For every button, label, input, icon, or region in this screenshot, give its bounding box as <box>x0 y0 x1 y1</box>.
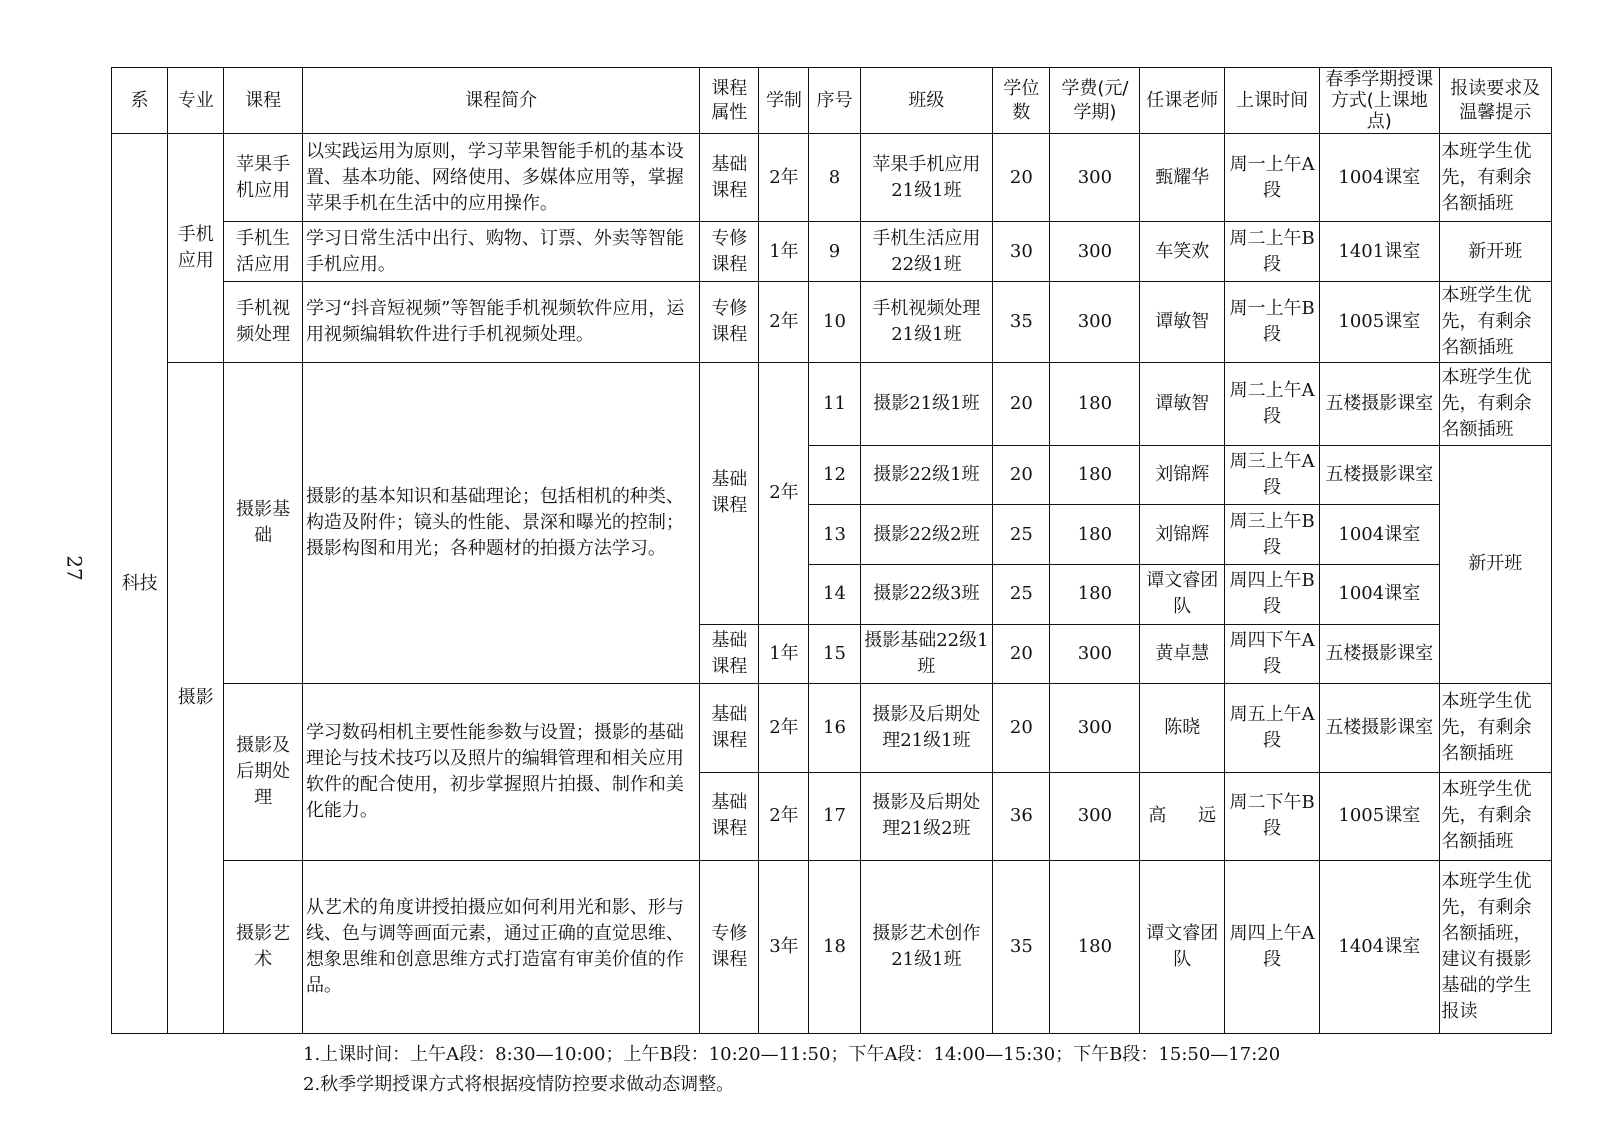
duration-cell: 2年 <box>759 684 809 772</box>
teacher-cell: 高 远 <box>1140 772 1225 860</box>
teacher-cell: 陈晓 <box>1140 684 1225 772</box>
teacher-cell: 黄卓慧 <box>1140 624 1225 684</box>
header-time: 上课时间 <box>1225 68 1320 134</box>
time-cell: 周五上午A段 <box>1225 684 1320 772</box>
attr-cell: 基础课程 <box>700 772 759 860</box>
fee-cell: 300 <box>1050 624 1140 684</box>
seats-cell: 20 <box>993 363 1050 445</box>
duration-cell: 2年 <box>759 134 809 222</box>
seats-cell: 25 <box>993 505 1050 565</box>
class-cell: 苹果手机应用21级1班 <box>860 134 993 222</box>
seats-cell: 25 <box>993 564 1050 624</box>
header-dept: 系 <box>112 68 168 134</box>
duration-cell: 2年 <box>759 282 809 363</box>
no-cell: 13 <box>809 505 860 565</box>
seats-cell: 20 <box>993 684 1050 772</box>
mode-cell: 1401课室 <box>1320 222 1439 282</box>
course-table <box>111 67 1552 1034</box>
fee-cell: 300 <box>1050 772 1140 860</box>
time-cell: 周四下午A段 <box>1225 624 1320 684</box>
no-cell: 16 <box>809 684 860 772</box>
duration-cell: 1年 <box>759 624 809 684</box>
major-cell: 手机应用 <box>168 134 224 363</box>
header-major: 专业 <box>168 68 224 134</box>
header-fee: 学费(元/学期) <box>1050 68 1140 134</box>
no-cell: 17 <box>809 772 860 860</box>
intro-cell: 从艺术的角度讲授拍摄应如何利用光和影、形与线、色与调等画面元素，通过正确的直觉思维、想象思维和创意思维方式打造富有审美价值的作品。 <box>302 861 699 1034</box>
teacher-cell: 谭敏智 <box>1140 363 1225 445</box>
table-row <box>112 861 1552 1034</box>
no-cell: 14 <box>809 564 860 624</box>
time-cell: 周四上午A段 <box>1225 861 1320 1034</box>
time-cell: 周二上午B段 <box>1225 222 1320 282</box>
header-class: 班级 <box>860 68 993 134</box>
duration-cell: 3年 <box>759 861 809 1034</box>
seats-cell: 30 <box>993 222 1050 282</box>
teacher-cell: 谭敏智 <box>1140 282 1225 363</box>
course-cell: 苹果手机应用 <box>224 134 303 222</box>
attr-cell: 专修课程 <box>700 222 759 282</box>
fee-cell: 180 <box>1050 505 1140 565</box>
duration-cell: 2年 <box>759 363 809 624</box>
attr-cell: 基础课程 <box>700 624 759 684</box>
attr-cell: 基础课程 <box>700 363 759 624</box>
course-cell: 摄影及后期处理 <box>224 684 303 861</box>
notes-cell: 新开班 <box>1439 222 1551 282</box>
class-cell: 手机生活应用22级1班 <box>860 222 993 282</box>
course-cell: 手机生活应用 <box>224 222 303 282</box>
fee-cell: 180 <box>1050 445 1140 505</box>
no-cell: 8 <box>809 134 860 222</box>
mode-cell: 五楼摄影课室 <box>1320 684 1439 772</box>
attr-cell: 专修课程 <box>700 861 759 1034</box>
fee-cell: 300 <box>1050 222 1140 282</box>
intro-cell: 以实践运用为原则，学习苹果智能手机的基本设置、基本功能、网络使用、多媒体应用等，掌握苹果手机在生活中的应用操作。 <box>302 134 699 222</box>
fee-cell: 300 <box>1050 282 1140 363</box>
no-cell: 18 <box>809 861 860 1034</box>
no-cell: 11 <box>809 363 860 445</box>
teacher-cell: 甄耀华 <box>1140 134 1225 222</box>
teacher-cell: 刘锦辉 <box>1140 505 1225 565</box>
class-cell: 摄影及后期处理21级1班 <box>860 684 993 772</box>
no-cell: 10 <box>809 282 860 363</box>
no-cell: 15 <box>809 624 860 684</box>
header-notes: 报读要求及温馨提示 <box>1439 68 1551 134</box>
footnote-1: 1.上课时间：上午A段：8:30—10:00；上午B段：10:20—11:50；下午A段：14:00—15:30；下午B段：15:50—17:20 <box>303 1044 1281 1065</box>
intro-cell: 摄影的基本知识和基础理论；包括相机的种类、构造及附件；镜头的性能、景深和曝光的控制；摄影构图和用光；各种题材的拍摄方法学习。 <box>302 363 699 684</box>
notes-cell: 本班学生优先，有剩余名额插班 <box>1439 363 1551 445</box>
seats-cell: 20 <box>993 624 1050 684</box>
header-no: 序号 <box>809 68 860 134</box>
major-cell: 摄影 <box>168 363 224 1034</box>
mode-cell: 五楼摄影课室 <box>1320 445 1439 505</box>
class-cell: 摄影基础22级1班 <box>860 624 993 684</box>
page-number: 27 <box>62 555 87 581</box>
intro-cell: 学习“抖音短视频”等智能手机视频软件应用，运用视频编辑软件进行手机视频处理。 <box>302 282 699 363</box>
table-row <box>112 282 1552 363</box>
mode-cell: 1005课室 <box>1320 282 1439 363</box>
table-row <box>112 134 1552 222</box>
table-row <box>112 363 1552 445</box>
fee-cell: 300 <box>1050 684 1140 772</box>
mode-cell: 1005课室 <box>1320 772 1439 860</box>
mode-cell: 五楼摄影课室 <box>1320 624 1439 684</box>
class-cell: 手机视频处理21级1班 <box>860 282 993 363</box>
no-cell: 12 <box>809 445 860 505</box>
course-cell: 摄影艺术 <box>224 861 303 1034</box>
notes-cell: 本班学生优先，有剩余名额插班，建议有摄影基础的学生报读 <box>1439 861 1551 1034</box>
time-cell: 周二上午A段 <box>1225 363 1320 445</box>
table-row <box>112 684 1552 772</box>
seats-cell: 20 <box>993 445 1050 505</box>
teacher-cell: 车笑欢 <box>1140 222 1225 282</box>
notes-cell: 本班学生优先，有剩余名额插班 <box>1439 282 1551 363</box>
mode-cell: 1004课室 <box>1320 134 1439 222</box>
seats-cell: 36 <box>993 772 1050 860</box>
header-duration: 学制 <box>759 68 809 134</box>
seats-cell: 20 <box>993 134 1050 222</box>
class-cell: 摄影22级1班 <box>860 445 993 505</box>
time-cell: 周二下午B段 <box>1225 772 1320 860</box>
class-cell: 摄影及后期处理21级2班 <box>860 772 993 860</box>
duration-cell: 1年 <box>759 222 809 282</box>
seats-cell: 35 <box>993 861 1050 1034</box>
teacher-cell: 刘锦辉 <box>1140 445 1225 505</box>
class-cell: 摄影22级3班 <box>860 564 993 624</box>
table-row <box>112 222 1552 282</box>
notes-cell: 本班学生优先，有剩余名额插班 <box>1439 772 1551 860</box>
duration-cell: 2年 <box>759 772 809 860</box>
fee-cell: 180 <box>1050 861 1140 1034</box>
notes-cell: 本班学生优先，有剩余名额插班 <box>1439 684 1551 772</box>
course-cell: 摄影基础 <box>224 363 303 684</box>
time-cell: 周一上午A段 <box>1225 134 1320 222</box>
teacher-cell: 谭文睿团队 <box>1140 564 1225 624</box>
intro-cell: 学习日常生活中出行、购物、订票、外卖等智能手机应用。 <box>302 222 699 282</box>
attr-cell: 基础课程 <box>700 134 759 222</box>
mode-cell: 1404课室 <box>1320 861 1439 1034</box>
course-cell: 手机视频处理 <box>224 282 303 363</box>
time-cell: 周三上午A段 <box>1225 445 1320 505</box>
header-mode: 春季学期授课方式(上课地点) <box>1320 68 1439 134</box>
fee-cell: 180 <box>1050 564 1140 624</box>
mode-cell: 1004课室 <box>1320 564 1439 624</box>
attr-cell: 基础课程 <box>700 684 759 772</box>
fee-cell: 300 <box>1050 134 1140 222</box>
footnotes <box>303 1040 1280 1100</box>
header-row <box>112 68 1552 134</box>
time-cell: 周四上午B段 <box>1225 564 1320 624</box>
seats-cell: 35 <box>993 282 1050 363</box>
notes-cell: 本班学生优先，有剩余名额插班 <box>1439 134 1551 222</box>
intro-cell: 学习数码相机主要性能参数与设置；摄影的基础理论与技术技巧以及照片的编辑管理和相关应用软件的配合使用，初步掌握照片拍摄、制作和美化能力。 <box>302 684 699 861</box>
mode-cell: 五楼摄影课室 <box>1320 363 1439 445</box>
header-seats: 学位数 <box>993 68 1050 134</box>
no-cell: 9 <box>809 222 860 282</box>
footnote-2: 2.秋季学期授课方式将根据疫情防控要求做动态调整。 <box>303 1074 735 1095</box>
time-cell: 周一上午B段 <box>1225 282 1320 363</box>
header-intro: 课程简介 <box>302 68 699 134</box>
header-teacher: 任课老师 <box>1140 68 1225 134</box>
class-cell: 摄影21级1班 <box>860 363 993 445</box>
class-cell: 摄影22级2班 <box>860 505 993 565</box>
fee-cell: 180 <box>1050 363 1140 445</box>
mode-cell: 1004课室 <box>1320 505 1439 565</box>
dept-cell: 科技 <box>112 134 168 1034</box>
teacher-cell: 谭文睿团队 <box>1140 861 1225 1034</box>
attr-cell: 专修课程 <box>700 282 759 363</box>
header-course: 课程 <box>224 68 303 134</box>
notes-cell: 新开班 <box>1439 445 1551 684</box>
class-cell: 摄影艺术创作21级1班 <box>860 861 993 1034</box>
header-attr: 课程属性 <box>700 68 759 134</box>
time-cell: 周三上午B段 <box>1225 505 1320 565</box>
